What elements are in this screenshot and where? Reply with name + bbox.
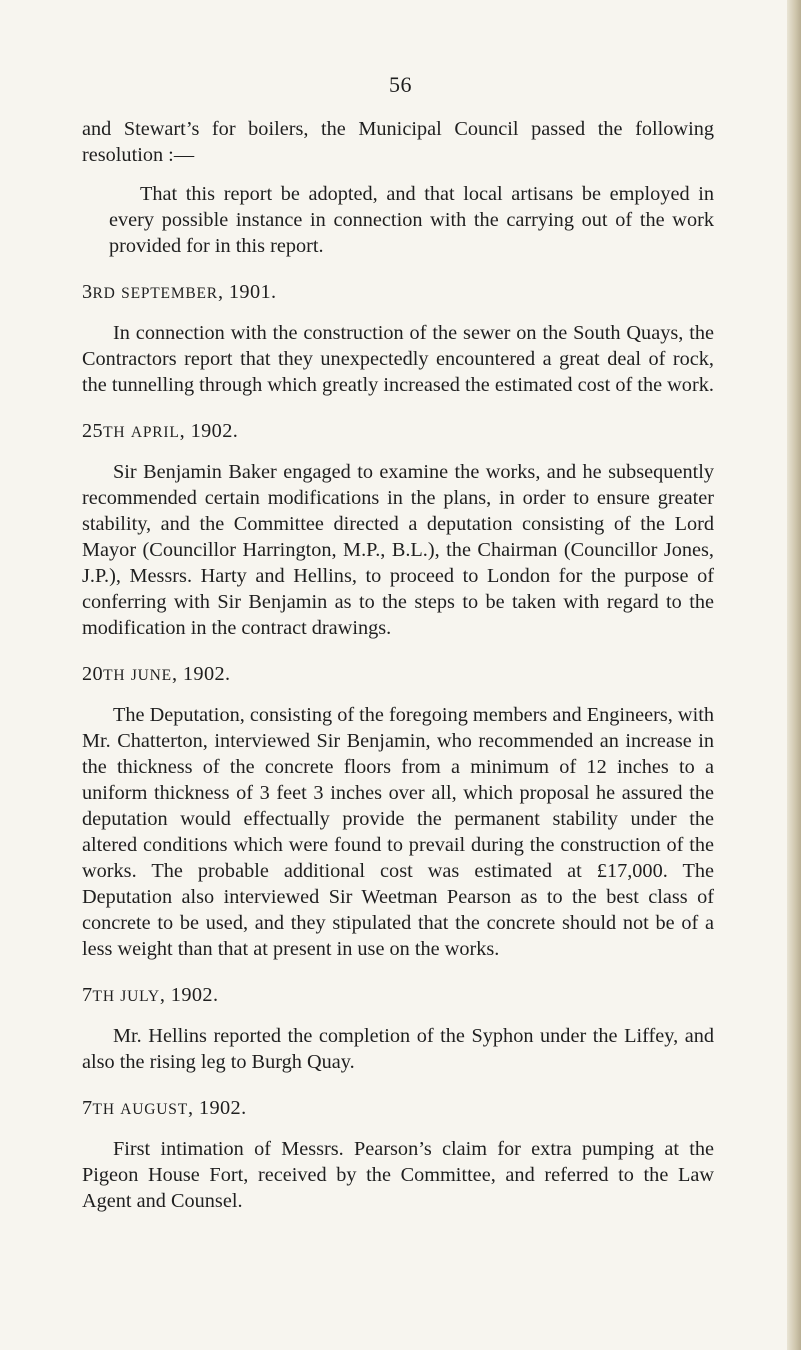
entry-date: 7TH JULY, 1902. — [82, 984, 219, 1006]
page-edge-shadow — [787, 0, 801, 1350]
entry-date: 7TH AUGUST, 1902. — [82, 1097, 247, 1119]
entry-paragraph: The Deputation, consisting of the foregoing members and Engineers, with Mr. Chatterton, interviewed Sir Benjamin, who recommended an increase in the thickness of the concrete floors from a minimum of 12 inches to a uniform thickness of 3 feet 3 inches over all, which proposal he assured the deputation would effectually provide the permanent stability under the altered conditions which were found to prevail during the construction of the works. The probable additional cost was estimated at £17,000. The Deputation also interviewed Sir Weetman Pearson as to the best class of concrete to be used, and they stipulated that the concrete should not be of a less weight than that at present in use on the works. — [82, 704, 714, 960]
entry-paragraph: In connection with the construction of the sewer on the South Quays, the Contractors report that they unexpectedly encountered a great deal of rock, the tunnelling through which greatly increased the estimated cost of the work. — [82, 322, 714, 396]
entry-paragraph: Mr. Hellins reported the completion of the Syphon under the Liffey, and also the rising leg to Burgh Quay. — [82, 1025, 714, 1073]
entry-paragraph: Sir Benjamin Baker engaged to examine the works, and he subsequently recommended certain modifications in the plans, in order to ensure greater stability, and the Committee directed a deputation consisting of the Lord Mayor (Councillor Harrington, M.P., B.L.), the Chairman (Councillor Jones, J.P.), Messrs. Harty and Hellins, to proceed to London for the purpose of conferring with Sir Benjamin as to the steps to be taken with regard to the modification in the contract drawings. — [82, 461, 714, 639]
entry-date: 20TH JUNE, 1902. — [82, 663, 231, 685]
intro-paragraph: and Stewart’s for boilers, the Municipal Council passed the following resolution :— — [82, 118, 714, 166]
entry-paragraph: First intimation of Messrs. Pearson’s claim for extra pumping at the Pigeon House Fort, received by the Committee, and referred to the Law Agent and Counsel. — [82, 1138, 714, 1212]
entry-date: 25TH APRIL, 1902. — [82, 420, 239, 442]
entry-date: 3RD SEPTEMBER, 1901. — [82, 281, 277, 303]
resolution-quote: That this report be adopted, and that local artisans be employed in every possible instance in connection with the carrying out of the work provided for in this report. — [109, 183, 714, 257]
document-body — [82, 116, 714, 1214]
page-number: 56 — [389, 72, 412, 97]
